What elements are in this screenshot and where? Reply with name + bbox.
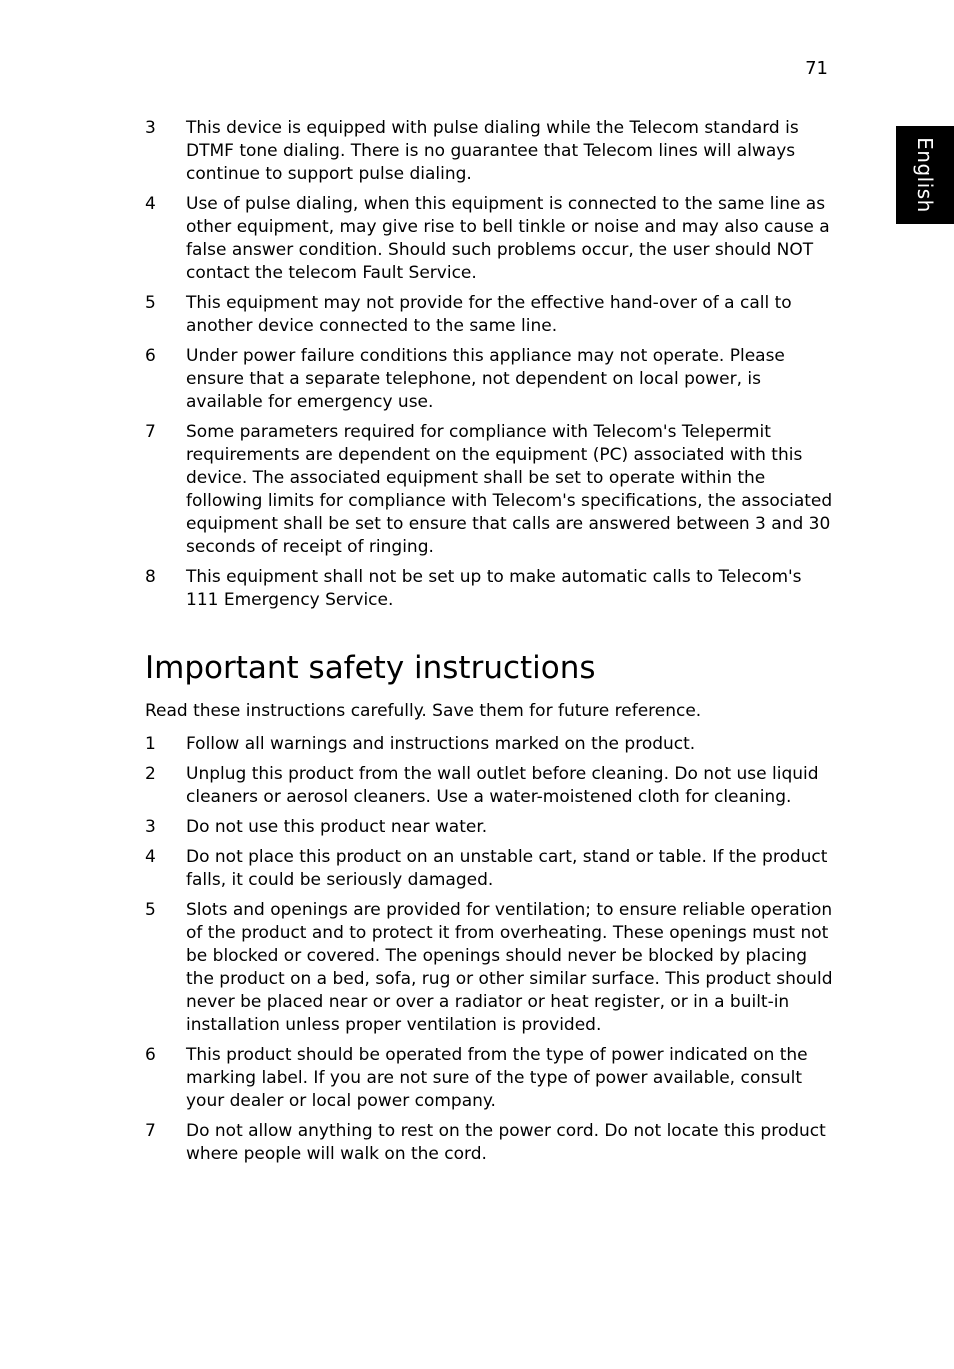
item-number: 1: [145, 734, 156, 754]
item-text: Unplug this product from the wall outlet before cleaning. Do not use liquid cleaners or aerosol cleaners. Use a water-moistened cloth for cleaning.: [186, 764, 819, 807]
item-text: Use of pulse dialing, when this equipment is connected to the same line as other equipment, may give rise to bell tinkle or noise and may also cause a false answer condition. Should such problems occur, the user should NOT contact the telecom Fault Service.: [186, 194, 830, 283]
list-item: [145, 846, 835, 892]
list-item: [145, 421, 835, 559]
item-text: Do not allow anything to rest on the power cord. Do not locate this product where people will walk on the cord.: [186, 1121, 826, 1164]
telecom-list: [145, 117, 835, 619]
item-text: Under power failure conditions this appliance may not operate. Please ensure that a separate telephone, not dependent on local power, is available for emergency use.: [186, 346, 785, 412]
item-number: 2: [145, 764, 156, 784]
item-number: 5: [145, 293, 156, 313]
item-number: 4: [145, 194, 156, 214]
list-item: [145, 566, 835, 612]
item-number: 4: [145, 847, 156, 867]
item-text: This device is equipped with pulse dialing while the Telecom standard is DTMF tone dialing. There is no guarantee that Telecom lines will always continue to support pulse dialing.: [186, 118, 799, 184]
list-item: [145, 733, 835, 756]
item-number: 5: [145, 900, 156, 920]
item-number: 7: [145, 422, 156, 442]
item-text: Follow all warnings and instructions marked on the product.: [186, 734, 696, 754]
section-intro: Read these instructions carefully. Save them for future reference.: [145, 701, 702, 721]
list-item: [145, 816, 835, 839]
item-text: Some parameters required for compliance with Telecom's Telepermit requirements are dependent on the equipment (PC) associated with this device. The associated equipment shall be set to operate within the following limits for compliance with Telecom's specifications, the associated equipment shall be set to ensure that calls are answered between 3 and 30 seconds of receipt of ringing.: [186, 422, 833, 557]
item-text: Do not place this product on an unstable cart, stand or table. If the product falls, it could be seriously damaged.: [186, 847, 828, 890]
item-text: This equipment shall not be set up to make automatic calls to Telecom's 111 Emergency Service.: [186, 567, 802, 610]
item-number: 6: [145, 1045, 156, 1065]
list-item: [145, 1044, 835, 1113]
list-item: [145, 1120, 835, 1166]
list-item: [145, 763, 835, 809]
page-number: 71: [805, 58, 828, 79]
language-tab-label: English: [913, 137, 937, 213]
item-text: Do not use this product near water.: [186, 817, 488, 837]
list-item: [145, 345, 835, 414]
list-item: [145, 899, 835, 1037]
list-item: [145, 292, 835, 338]
item-number: 8: [145, 567, 156, 587]
language-tab: [896, 126, 954, 224]
item-text: Slots and openings are provided for ventilation; to ensure reliable operation of the product and to protect it from overheating. These openings must not be blocked or covered. The openings should never be blocked by placing the product on a bed, sofa, rug or other similar surface. This product should never be placed near or over a radiator or heat register, or in a built-in installation unless proper ventilation is provided.: [186, 900, 833, 1035]
item-number: 6: [145, 346, 156, 366]
safety-list: [145, 733, 835, 1173]
section-heading: Important safety instructions: [145, 650, 596, 686]
list-item: [145, 117, 835, 186]
item-number: 3: [145, 118, 156, 138]
list-item: [145, 193, 835, 285]
item-number: 7: [145, 1121, 156, 1141]
item-text: This equipment may not provide for the effective hand-over of a call to another device connected to the same line.: [186, 293, 792, 336]
item-number: 3: [145, 817, 156, 837]
item-text: This product should be operated from the type of power indicated on the marking label. If you are not sure of the type of power available, consult your dealer or local power company.: [186, 1045, 808, 1111]
